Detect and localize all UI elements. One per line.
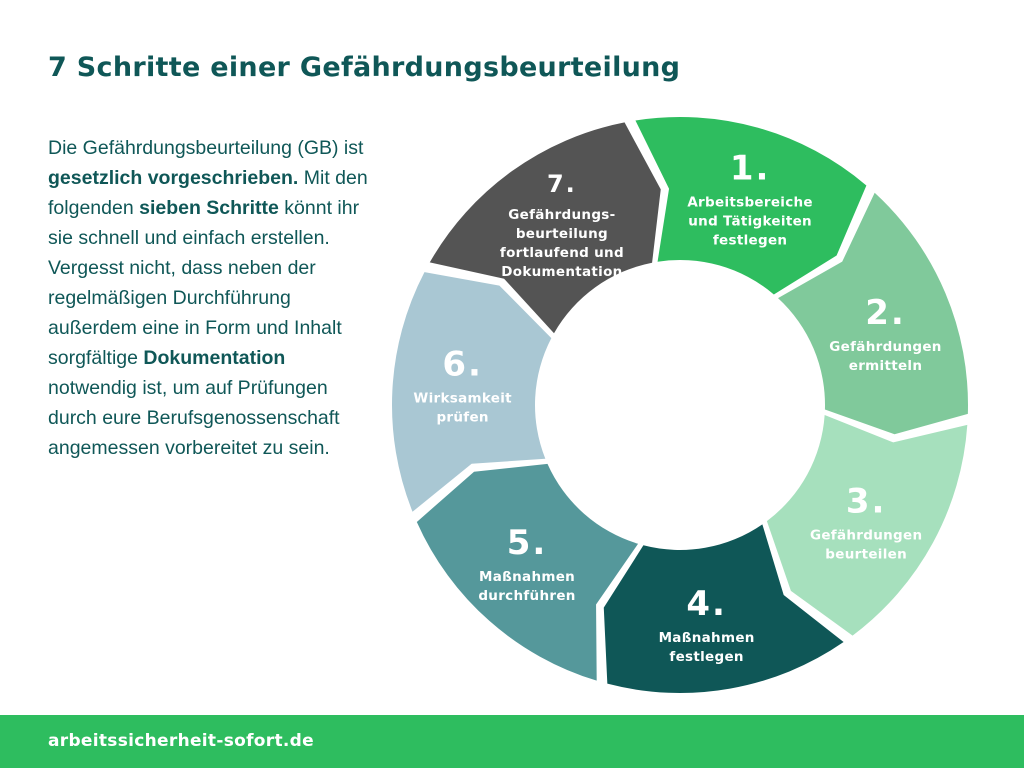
step-label-7: beurteilung [515, 226, 608, 243]
step-label-7: Dokumentation [501, 264, 623, 281]
step-label-3: beurteilen [825, 546, 908, 563]
step-label-1: festlegen [712, 232, 788, 249]
step-number-4: 4. [686, 583, 727, 624]
step-label-7: fortlaufend und [499, 245, 624, 262]
step-label-1: und Tätigkeiten [688, 213, 812, 230]
intro-highlight: gesetzlich vorgeschrieben. [48, 167, 299, 189]
step-number-2: 2. [865, 292, 906, 333]
footer-url: arbeitssicherheit-sofort.de [48, 731, 314, 751]
step-number-3: 3. [845, 481, 887, 522]
intro-text-part: Die Gefährdungsbeurteilung (GB) ist [48, 137, 364, 159]
intro-text-part: notwendig ist, um auf Prüfungen durch eure Berufsgenossenschaft angemessen vorbereitet zu sein. [48, 377, 340, 459]
step-number-1: 1. [729, 148, 771, 189]
cycle-segment-step-3 [767, 415, 967, 636]
step-label-3: Gefährdungen [809, 527, 923, 544]
step-label-5: Maßnahmen [478, 569, 576, 586]
step-label-2: ermitteln [848, 357, 923, 374]
step-number-6: 6. [442, 344, 483, 385]
page-title: 7 Schritte einer Gefährdungsbeurteilung [48, 52, 681, 83]
step-number-5: 5. [506, 523, 548, 564]
step-number-7: 7. [546, 170, 577, 199]
step-label-5: durchführen [478, 588, 576, 605]
step-label-2: Gefährdungen [829, 338, 942, 355]
step-label-4: festlegen [669, 648, 744, 665]
step-label-6: Wirksamkeit [413, 390, 512, 407]
intro-text-part: Mit den folgenden [48, 167, 368, 219]
step-label-1: Arbeitsbereiche [687, 194, 813, 211]
step-label-7: Gefährdungs- [508, 207, 616, 224]
intro-highlight: sieben Schritte [139, 197, 279, 219]
intro-text-part: könnt ihr sie schnell und einfach erstellen. Vergesst nicht, dass neben der regelmäßigen Durchführung außerdem eine in Form und Inhalt sorgfältige [48, 197, 360, 369]
intro-highlight: Dokumentation [143, 347, 286, 369]
footer-bar [0, 715, 1024, 768]
step-label-6: prüfen [436, 409, 489, 426]
step-label-4: Maßnahmen [658, 629, 755, 646]
